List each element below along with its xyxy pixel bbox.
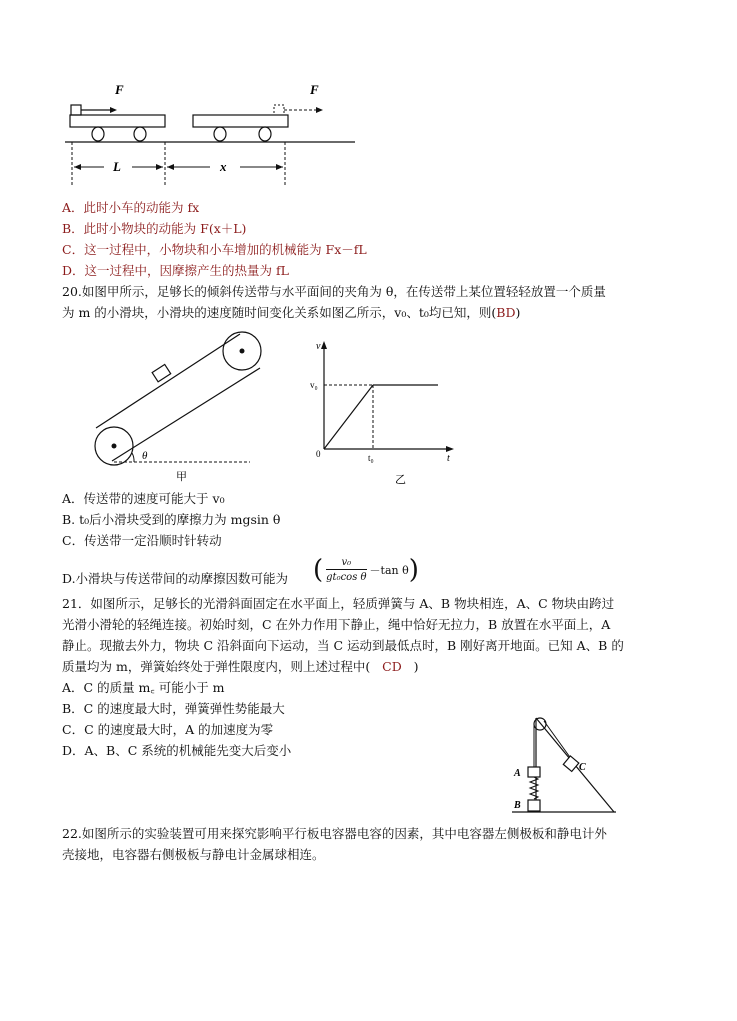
q22-stem-line2: 壳接地，电容器右侧极板与静电计金属球相连。 bbox=[62, 847, 325, 862]
q20-option-b: B. t₀后小滑块受到的摩擦力为 mgsin θ bbox=[62, 512, 281, 527]
q19-option-b: B．此时小物块的动能为 F(x＋L) bbox=[62, 221, 247, 236]
figure-caption-yi: 乙 bbox=[395, 474, 406, 486]
q20-option-c: C．传送带一定沿顺时针转动 bbox=[62, 533, 222, 548]
q20-stem-line1: 20.如图甲所示，足够长的倾斜传送带与水平面间的夹角为 θ，在传送带上某位置轻轻放置一个质量 bbox=[62, 284, 606, 299]
q21-stem-line3: 静止。现撤去外力，物块 C 沿斜面向下运动，当 C 运动到最低点时，B 刚好离开地面。已知 A、B 的 bbox=[62, 638, 624, 653]
q20-answer: BD bbox=[496, 305, 516, 320]
q19-option-c: C．这一过程中，小物块和小车增加的机械能为 Fx－fL bbox=[62, 242, 367, 257]
conveyor-figure bbox=[90, 330, 270, 482]
q20-option-a: A．传送带的速度可能大于 v₀ bbox=[62, 491, 225, 506]
incline-pulley-figure bbox=[508, 712, 618, 816]
block-B-label: B bbox=[514, 800, 521, 811]
q19-option-a: A．此时小车的动能为 fx bbox=[62, 200, 200, 215]
cart-figure bbox=[60, 75, 360, 190]
q21-option-c: C．C 的速度最大时，A 的加速度为零 bbox=[62, 722, 274, 737]
formula-numerator: v₀ bbox=[341, 557, 352, 568]
q20-stem-line2: 为 m 的小滑块，小滑块的速度随时间变化关系如图乙所示，v₀、t₀均已知，则(BD) bbox=[62, 305, 521, 320]
block-A-label: A bbox=[514, 768, 521, 779]
q21-stem-line4: 质量均为 m，弹簧始终处于弹性限度内，则上述过程中( CD ) bbox=[62, 659, 419, 674]
formula-denominator: gt₀cos θ bbox=[326, 569, 366, 584]
q21-option-d: D．A、B、C 系统的机械能先变大后变小 bbox=[62, 743, 292, 758]
force-label-right: F bbox=[310, 82, 319, 97]
formula-rest: －tan θ bbox=[369, 564, 409, 577]
t-axis-label: t bbox=[447, 453, 450, 464]
v-axis-label: v bbox=[316, 341, 321, 352]
force-label-left: F bbox=[115, 82, 124, 97]
v0-tick-label: v₀ bbox=[310, 380, 318, 390]
q21-stem-line2: 光滑小滑轮的轻绳连接。初始时刻，C 在外力作用下静止，绳中恰好无拉力，B 放置在水平面上，A bbox=[62, 617, 611, 632]
q20-option-d: D.小滑块与传送带间的动摩擦因数可能为 bbox=[62, 571, 289, 586]
vt-graph bbox=[310, 337, 460, 487]
origin-label: 0 bbox=[316, 449, 321, 459]
t0-tick-label: t₀ bbox=[368, 453, 374, 463]
theta-label: θ bbox=[142, 450, 148, 462]
q22-stem-line1: 22.如图所示的实验装置可用来探究影响平行板电容器电容的因素，其中电容器左侧极板和静电计外 bbox=[62, 826, 607, 841]
q19-option-d: D．这一过程中，因摩擦产生的热量为 fL bbox=[62, 263, 289, 278]
q20-formula: ( $\frac{\text{v₀}}{\text{gt₀cos θ}}$ －tan θ ) bbox=[313, 555, 419, 585]
dimension-L: L bbox=[113, 159, 121, 174]
q21-answer: CD bbox=[382, 659, 402, 674]
dimension-x: x bbox=[220, 159, 227, 174]
figure-caption-jia: 甲 bbox=[176, 471, 187, 482]
q21-option-b: B．C 的速度最大时，弹簧弹性势能最大 bbox=[62, 701, 285, 716]
q21-stem-line1: 21．如图所示，足够长的光滑斜面固定在水平面上，轻质弹簧与 A、B 物块相连，A、C 物块由跨过 bbox=[62, 596, 615, 611]
block-C-label: C bbox=[579, 762, 586, 773]
q21-option-a: A．C 的质量 m꜀ 可能小于 m bbox=[62, 680, 225, 695]
